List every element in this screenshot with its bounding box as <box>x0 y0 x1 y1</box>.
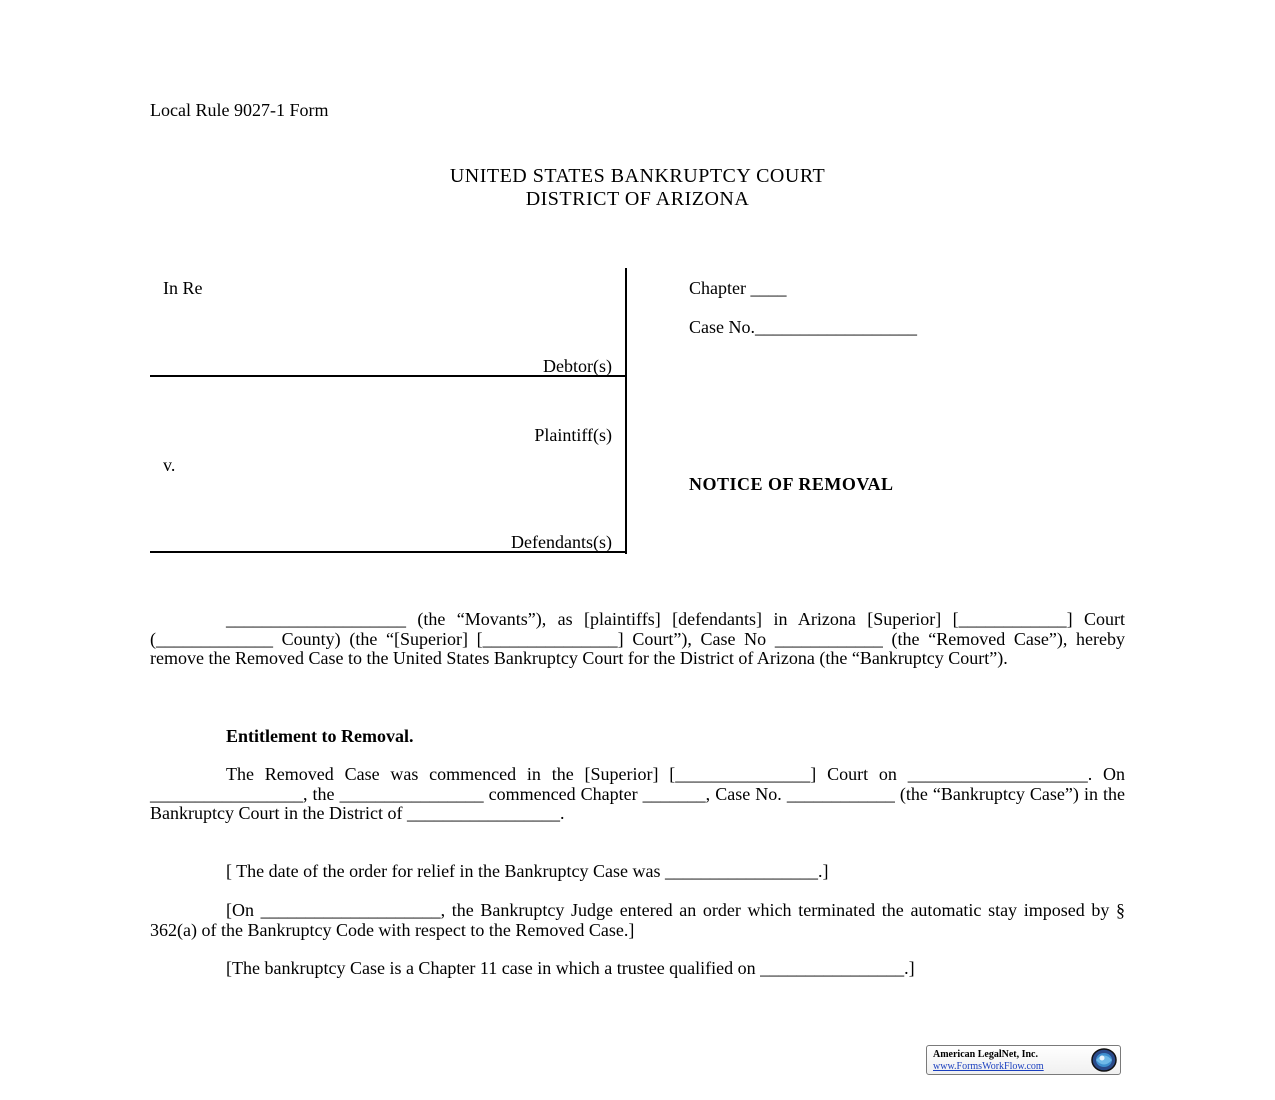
caption-versus: v. <box>163 455 176 475</box>
paragraph-order-relief: [ The date of the order for relief in the Bankruptcy Case was _________________.] <box>226 861 829 881</box>
form-label: Local Rule 9027-1 Form <box>150 100 329 120</box>
publisher-url[interactable]: www.FormsWorkFlow.com <box>933 1061 1044 1072</box>
case-number-field: Case No.__________________ <box>689 317 917 337</box>
publisher-logo[interactable] <box>926 1045 1121 1075</box>
globe-icon <box>1090 1047 1118 1073</box>
chapter-field: Chapter ____ <box>689 278 787 298</box>
caption-plaintiffs: Plaintiff(s) <box>534 425 612 445</box>
caption-defendants: Defendants(s) <box>511 532 612 552</box>
intro-paragraph: ____________________ (the “Movants”), as [plaintiffs] [defendants] in Arizona [Superior] [____________] Court (_____________ County) (the “[Superior] [_______________] Court”), Case No ____________ (the “Removed Case”), hereby remove the Removed Case to the United States Bankruptcy Court for the District of Arizona (the “Bankruptcy Court”). <box>150 609 1125 668</box>
publisher-name: American LegalNet, Inc. <box>933 1049 1038 1060</box>
document-title: NOTICE OF REMOVAL <box>689 474 894 494</box>
paragraph-stay: [On ____________________, the Bankruptcy Judge entered an order which terminated the automatic stay imposed by § 362(a) of the Bankruptcy Code with respect to the Removed Case.] <box>150 900 1125 940</box>
caption-in-re: In Re <box>163 278 203 298</box>
caption-debtors: Debtor(s) <box>543 356 612 376</box>
section-heading: Entitlement to Removal. <box>226 726 414 746</box>
court-district: DISTRICT OF ARIZONA <box>525 188 750 210</box>
court-name: UNITED STATES BANKRUPTCY COURT <box>449 165 826 187</box>
paragraph-trustee: [The bankruptcy Case is a Chapter 11 case in which a trustee qualified on ________________.] <box>226 958 915 978</box>
caption-divider-vertical <box>625 268 627 554</box>
paragraph-commenced: The Removed Case was commenced in the [Superior] [_______________] Court on ____________________. On _________________, the ________________ commenced Chapter _______, Case No. ____________ (the “Bankruptcy Case”) in the Bankruptcy Court in the District of _________________. <box>150 764 1125 823</box>
